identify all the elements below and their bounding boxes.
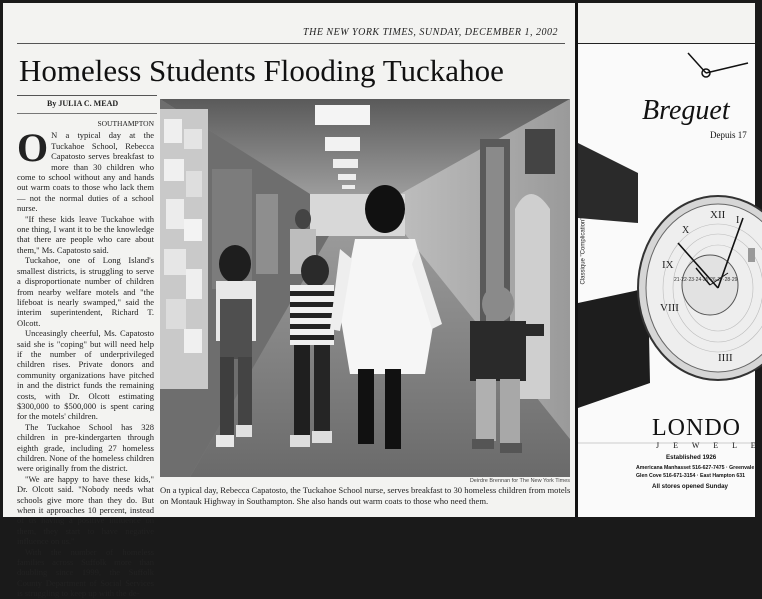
dial-numeral: X [682,225,690,236]
article-paragraph: "If these kids leave Tuckahoe with one thing, I want it to be the knowledge that there are people who care about them," Ms. Capatosto said. [17,213,154,255]
dial-numeral: I [736,215,740,226]
dial-numeral: IIII [718,352,733,364]
masthead: THE NEW YORK TIMES, SUNDAY, DECEMBER 1, 2002 [303,27,558,38]
breguet-logo: Breguet [642,95,730,126]
store-address-1: Americana Manhasset 516-627-7475 · Greenvale [636,465,755,471]
classique-label: Classique "Complication" [580,217,587,285]
article-paragraph [17,125,154,214]
top-rule [17,43,565,44]
dial-numeral: XII [710,209,726,221]
article-paragraph: Tuckahoe, one of Long Island's smallest districts, is struggling to serve a disproportionate number of children from nearby welfare motels and "the lifeboat is nearly swamped," said the interim superintendent, Richard T. Olcott. [17,255,154,328]
paragraph-text: N a typical day at the Tuckahoe School, Rebecca Capatosto serves breakfast to more than 30 children who come to school without any and hands out warm coats to those who lack them — not the normal duties of a school nurse. [17,130,154,214]
store-address-2: Glen Cove 516-671-3154 · East Hampton 631 [636,473,745,479]
ad-top-border [578,43,755,44]
jewelers-label: J E W E L E [656,441,762,450]
drop-cap: O [17,125,49,171]
dateline: SOUTHAMPTON [97,119,154,128]
photo-credit: Deirdre Brennan for The New York Times [469,478,570,484]
headline: Homeless Students Flooding Tuckahoe [19,53,504,88]
london-jewelers-logo: LONDO [652,415,741,441]
byline-top-rule [17,95,157,96]
article-paragraph: Unceasingly cheerful, Ms. Capatosto said she is "coping" but will need help if the number of underprivileged children rises. Private donors and community organizations have pitched in and the district funds the remaining costs, with Dr. Olcott estimating $300,000 to $500,000 is spent caring for the motels' children. [17,328,154,422]
photo-caption: On a typical day, Rebecca Capatosto, the Tuckahoe School nurse, serves breakfast to 30 homeless children from motels on Montauk Highway in Southampton. She also hands out warm coats to those who need them. [160,485,571,506]
byline: By JULIA C. MEAD [47,99,119,108]
article-paragraph: The Tuckahoe School has 328 children in pre-kindergarten through eighth grade, including 27 homeless children. None of the homeless children were originally from the district. [17,421,154,474]
dial-numeral: IX [662,259,674,271]
established-label: Established 1926 [666,454,717,461]
hallway-photo [160,99,570,477]
date-ring: 21·22·23·24·25·26·27·28·29 [674,277,738,283]
stores-open-label: All stores opened Sunday [652,483,728,490]
byline-bottom-rule [17,113,157,114]
article-column [17,119,154,599]
hallway-photo-illustration [160,99,570,477]
dial-numeral: VIII [660,302,679,314]
newspaper-page [3,3,762,599]
breguet-depuis: Depuis 17 [710,130,747,140]
watch-advertisement [578,43,762,517]
article-paragraph: "We are happy to have these kids," Dr. Olcott said. "Nobody needs what schools give more than they do. But when it approaches 10 percent, instead of us having a positive influence on them, they start to have negative influence on us." [17,473,154,547]
article-paragraph: With the number of homeless families across Suffolk more than doubling since 1999, the Suffolk County Department of Social Services is struggling to keep up with the de- [17,546,154,599]
